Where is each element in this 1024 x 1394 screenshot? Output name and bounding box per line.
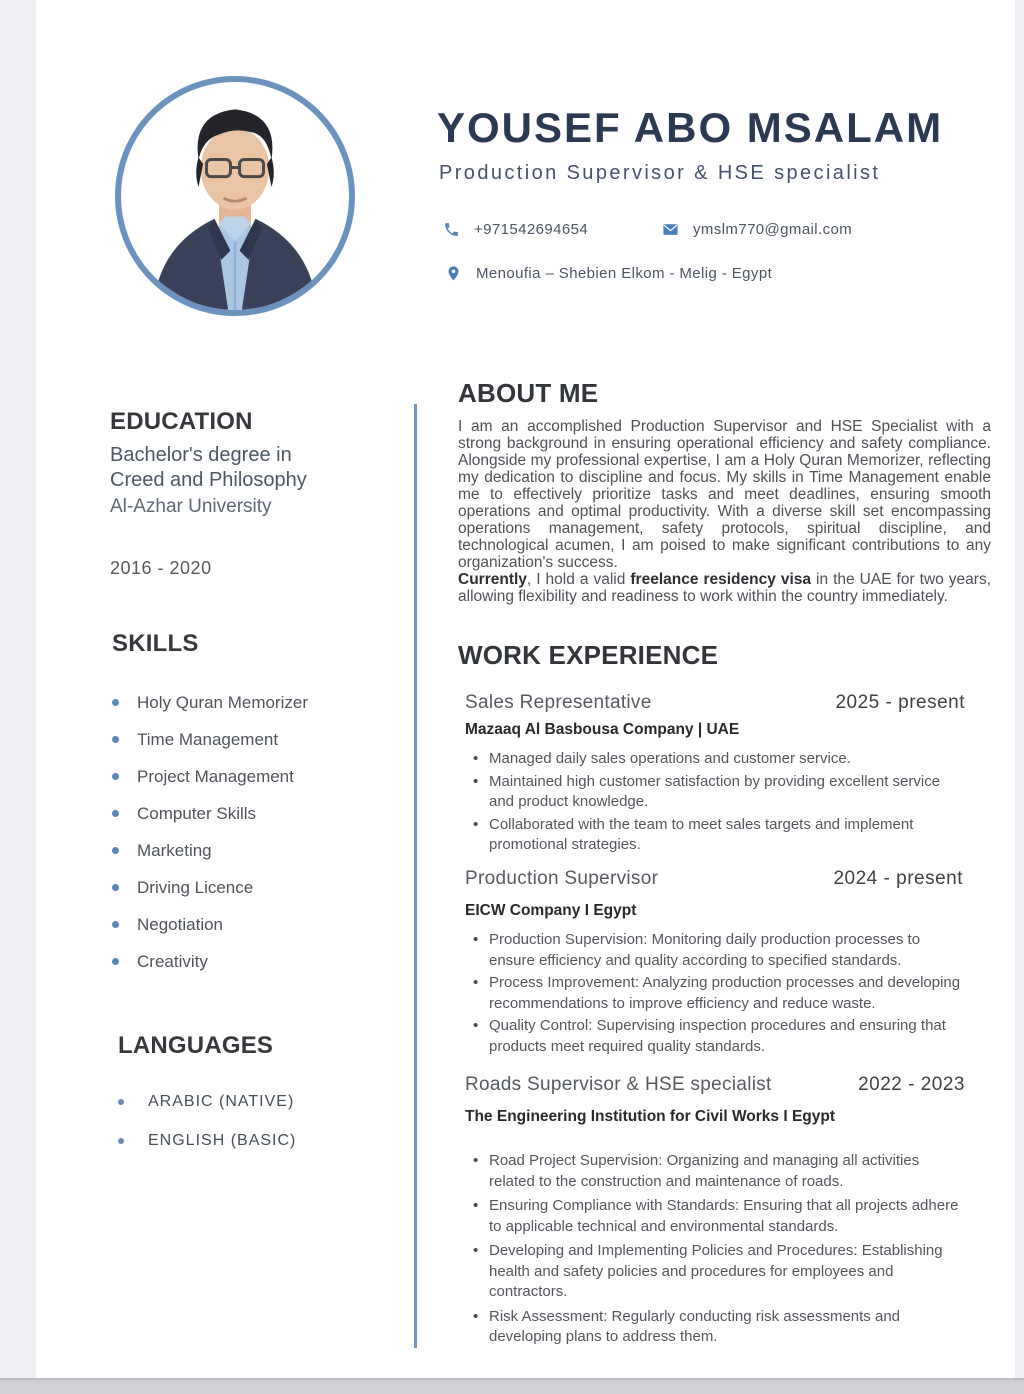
bullet-dot-icon bbox=[112, 921, 119, 928]
job-title: Roads Supervisor & HSE specialist bbox=[465, 1074, 772, 1095]
skill-item bbox=[112, 758, 392, 795]
skills-section bbox=[112, 630, 392, 980]
job-bullet: • Risk Assessment: Regularly conducting risk assessments and developing plans to address them. bbox=[489, 1307, 965, 1348]
education-school: Al-Azhar University bbox=[110, 496, 272, 517]
job-entry bbox=[465, 692, 965, 858]
job-company: Mazaaq Al Basbousa Company | UAE bbox=[465, 721, 740, 738]
job-bullet-list bbox=[465, 749, 965, 856]
bullet-dot-icon bbox=[112, 847, 119, 854]
skill-item bbox=[112, 684, 392, 721]
education-heading: EDUCATION bbox=[110, 408, 253, 435]
job-bullet: • Developing and Implementing Policies and Procedures: Establishing health and safety policies and procedures for employees and contractors. bbox=[489, 1241, 965, 1303]
language-label: ENGLISH (BASIC) bbox=[148, 1131, 297, 1149]
skill-item bbox=[112, 832, 392, 869]
education-section bbox=[110, 408, 350, 579]
skill-label: Time Management bbox=[137, 729, 279, 749]
contact-location bbox=[445, 265, 772, 282]
bullet-dot-icon bbox=[112, 773, 119, 780]
scan-edge-left bbox=[0, 0, 36, 1380]
job-bullet: • Collaborated with the team to meet sales targets and implement promotional strategies. bbox=[489, 815, 965, 856]
education-dates: 2016 - 2020 bbox=[110, 558, 212, 578]
about-currently-suffix: in the UAE for two years, allowing flexibility and readiness to work within the country immediately. bbox=[458, 571, 991, 605]
bullet-dot-icon bbox=[118, 1138, 124, 1144]
job-header bbox=[465, 868, 965, 890]
job-entry bbox=[465, 1074, 965, 1352]
skill-label: Project Management bbox=[137, 766, 294, 786]
job-bullet-list bbox=[465, 1151, 965, 1348]
job-header bbox=[465, 692, 965, 714]
scan-bottom-bar bbox=[0, 1378, 1024, 1394]
work-experience-heading: WORK EXPERIENCE bbox=[458, 640, 719, 670]
location-text: Menoufia – Shebien Elkom - Melig - Egypt bbox=[476, 265, 773, 282]
languages-section bbox=[118, 1032, 398, 1160]
job-company: The Engineering Institution for Civil Works I Egypt bbox=[465, 1108, 836, 1125]
email-address: ymslm770@gmail.com bbox=[693, 221, 853, 238]
job-dates: 2022 - 2023 bbox=[858, 1074, 965, 1095]
job-bullet: • Quality Control: Supervising inspection procedures and ensuring that products meet required quality standards. bbox=[489, 1016, 965, 1057]
profile-photo bbox=[115, 76, 355, 316]
bullet-dot-icon bbox=[112, 958, 119, 965]
bullet-dot-icon bbox=[118, 1099, 124, 1105]
skill-item bbox=[112, 869, 392, 906]
skills-heading: SKILLS bbox=[112, 630, 199, 657]
column-divider bbox=[414, 404, 417, 1348]
bullet-dot-icon bbox=[112, 736, 119, 743]
job-title: Sales Representative bbox=[465, 692, 652, 713]
skill-item bbox=[112, 795, 392, 832]
skill-label: Marketing bbox=[137, 840, 212, 860]
skill-label: Driving Licence bbox=[137, 877, 254, 897]
skill-label: Computer Skills bbox=[137, 803, 257, 823]
about-currently-bold: Currently bbox=[458, 571, 527, 588]
person-illustration bbox=[121, 82, 349, 310]
job-dates: 2024 - present bbox=[833, 868, 963, 889]
skill-label: Holy Quran Memorizer bbox=[137, 692, 308, 712]
job-bullet: • Process Improvement: Analyzing production processes and developing recommendations to improve efficiency and reduce waste. bbox=[489, 973, 965, 1014]
phone-icon bbox=[443, 221, 460, 238]
skill-item bbox=[112, 943, 392, 980]
education-degree: Bachelor's degree in Creed and Philosophy bbox=[110, 444, 307, 491]
scan-edge-right bbox=[1015, 0, 1024, 1380]
envelope-icon bbox=[662, 221, 679, 238]
skill-label: Negotiation bbox=[137, 914, 224, 934]
language-item bbox=[118, 1082, 398, 1121]
job-bullet: • Production Supervision: Monitoring daily production processes to ensure efficiency and quality according to specified standards. bbox=[489, 930, 965, 971]
contact-phone bbox=[443, 221, 588, 238]
job-company: EICW Company I Egypt bbox=[465, 902, 637, 919]
about-body bbox=[458, 418, 991, 605]
skills-list bbox=[112, 684, 392, 980]
page-title: YOUSEF ABO MSALAM bbox=[437, 104, 944, 151]
bullet-dot-icon bbox=[112, 810, 119, 817]
languages-list bbox=[118, 1082, 398, 1160]
about-section bbox=[458, 378, 991, 605]
skill-item bbox=[112, 906, 392, 943]
about-body-text: I am an accomplished Production Supervisor and HSE Specialist with a strong background in ensuring operational efficiency and safety compliance. Alongside my professional expertise, I am a Holy Quran Memorizer, reflecting my dedication to discipline and focus. My skills in Time Management enable me to effectively prioritize tasks and meet deadlines, ensuring smooth operations and optimal productivity. With a diverse skill set encompassing operations management, safety protocols, spiritual discipline, and technological acumen, I am poised to make significant contributions to any organization's success. bbox=[458, 418, 991, 571]
phone-number: +971542694654 bbox=[474, 221, 589, 238]
job-subtitle: Production Supervisor & HSE specialist bbox=[439, 162, 881, 184]
map-pin-icon bbox=[445, 265, 462, 282]
job-bullet: • Ensuring Compliance with Standards: Ensuring that all projects adhere to applicable technical and environmental standards. bbox=[489, 1196, 965, 1237]
language-label: ARABIC (NATIVE) bbox=[148, 1092, 295, 1110]
job-bullet: • Managed daily sales operations and customer service. bbox=[489, 749, 965, 770]
bullet-dot-icon bbox=[112, 699, 119, 706]
job-bullet: • Maintained high customer satisfaction by providing excellent service and product knowledge. bbox=[489, 772, 965, 813]
job-entry bbox=[465, 868, 965, 1059]
about-heading: ABOUT ME bbox=[458, 378, 599, 408]
job-bullet: • Road Project Supervision: Organizing and managing all activities related to the construction and maintenance of roads. bbox=[489, 1151, 965, 1192]
languages-heading: LANGUAGES bbox=[118, 1032, 274, 1059]
skill-label: Creativity bbox=[137, 951, 208, 971]
about-visa-bold: freelance residency visa bbox=[630, 571, 812, 588]
contact-email bbox=[662, 221, 852, 238]
job-title: Production Supervisor bbox=[465, 868, 659, 889]
bullet-dot-icon bbox=[112, 884, 119, 891]
job-dates: 2025 - present bbox=[835, 692, 965, 713]
about-currently-mid: , I hold a valid bbox=[526, 571, 631, 588]
job-header bbox=[465, 1074, 965, 1096]
job-bullet-list bbox=[465, 930, 965, 1057]
language-item bbox=[118, 1121, 398, 1160]
skill-item bbox=[112, 721, 392, 758]
